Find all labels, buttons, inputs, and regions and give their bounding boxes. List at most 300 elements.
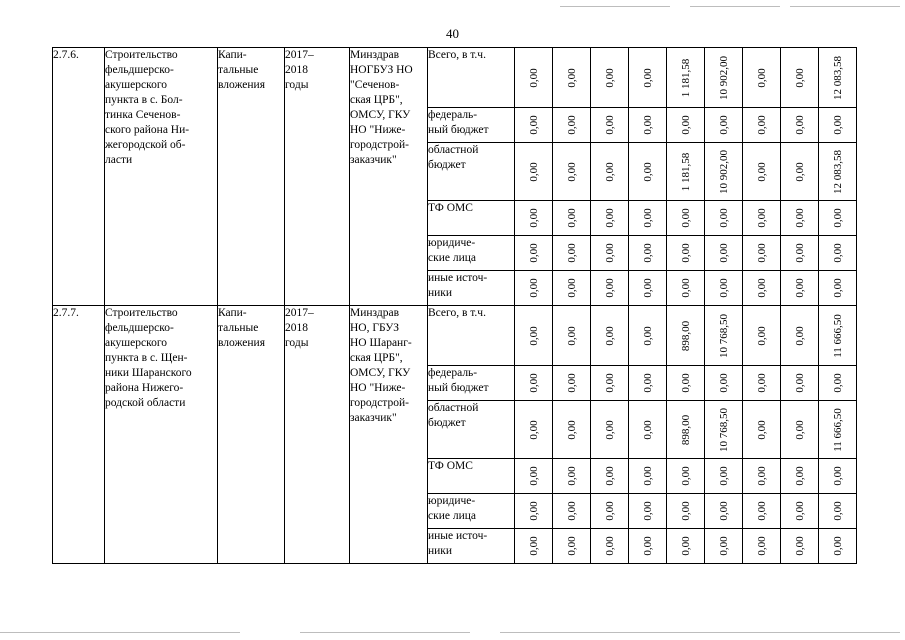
amount-value: 0,00 [603,208,616,228]
amount-value: 0,00 [717,243,730,263]
amount-value: 0,00 [831,278,844,298]
amount-value: 0,00 [527,243,540,263]
amount-cell [819,529,857,564]
item-name [105,48,218,306]
amount-cell [629,201,667,236]
amount-cell [553,494,591,529]
amount-cell [705,201,743,236]
amount-cell [591,271,629,306]
amount-value: 0,00 [603,325,616,346]
amount-value: 0,00 [603,466,616,486]
executor [350,48,428,306]
amount-cell [705,494,743,529]
amount-cell [629,271,667,306]
amount-value: 0,00 [565,115,578,135]
funding-source-label: ники [428,287,453,299]
amount-cell [705,108,743,143]
amount-value: 0,00 [717,373,730,393]
amount-cell [629,143,667,201]
funding-source [428,366,515,401]
amount-cell [553,236,591,271]
amount-value: 0,00 [755,419,768,440]
amount-cell [819,366,857,401]
funding-source [428,494,515,529]
amount-value: 0,00 [641,67,654,88]
funding-source-label: ские лица [428,252,476,264]
amount-value: 0,00 [565,536,578,556]
amount-value: 0,00 [679,278,692,298]
amount-value: 0,00 [831,536,844,556]
amount-value: 0,00 [793,278,806,298]
implementation-period-line: годы [285,79,309,91]
amount-value: 0,00 [641,243,654,263]
amount-cell [781,143,819,201]
amount-cell [781,236,819,271]
amount-value: 0,00 [755,278,768,298]
amount-cell [819,143,857,201]
amount-cell [515,271,553,306]
executor-line: НОГБУЗ НО [350,64,413,76]
amount-value: 0,00 [565,208,578,228]
amount-value: 10 768,50 [717,407,730,452]
amount-value: 0,00 [565,325,578,346]
executor [350,306,428,564]
item-name-line: ласти [105,154,133,166]
amount-value: 0,00 [793,419,806,440]
executor-line: "Сеченов- [350,79,400,91]
amount-cell [591,401,629,459]
funding-type-line: вложения [218,79,265,91]
amount-value: 10 768,50 [717,313,730,358]
amount-value: 1 181,58 [679,58,692,97]
amount-value: 0,00 [793,161,806,182]
amount-value: 0,00 [679,466,692,486]
amount-value: 12 083,58 [831,55,844,100]
amount-cell [781,494,819,529]
amount-value: 0,00 [831,466,844,486]
implementation-period [285,306,350,564]
amount-cell [553,108,591,143]
amount-cell [667,459,705,494]
page-number: 40 [446,26,459,41]
amount-value: 0,00 [793,501,806,521]
item-name-line: акушерского [105,337,168,349]
item-name [105,306,218,564]
amount-cell [515,529,553,564]
funding-source [428,48,515,108]
amount-value: 0,00 [793,373,806,393]
amount-cell [705,366,743,401]
amount-value: 0,00 [755,373,768,393]
amount-value: 0,00 [755,501,768,521]
implementation-period-line: 2017– [285,307,314,319]
amount-cell [667,236,705,271]
amount-value: 0,00 [565,243,578,263]
amount-cell [515,494,553,529]
amount-cell [705,529,743,564]
executor-line: ская ЦРБ", [350,352,403,364]
amount-value: 0,00 [603,67,616,88]
item-name-line: Строительство [105,49,178,61]
amount-cell [629,236,667,271]
amount-cell [629,494,667,529]
amount-cell [781,48,819,108]
implementation-period-line: 2018 [285,322,308,334]
amount-value: 0,00 [641,208,654,228]
amount-value: 0,00 [641,501,654,521]
amount-cell [781,108,819,143]
item-name-line: района Нижего- [105,382,184,394]
amount-value: 0,00 [831,243,844,263]
amount-cell [591,529,629,564]
executor-line: городстрой- [350,397,409,409]
amount-value: 0,00 [527,67,540,88]
amount-cell [743,48,781,108]
amount-cell [705,306,743,366]
amount-cell [553,143,591,201]
amount-cell [515,143,553,201]
amount-cell [591,201,629,236]
item-code: 2.7.7. [53,306,105,564]
executor-line: НО, ГБУЗ [350,322,399,334]
amount-value: 898,00 [679,320,692,351]
amount-value: 0,00 [793,243,806,263]
amount-value: 0,00 [641,325,654,346]
amount-value: 12 083,58 [831,149,844,194]
executor-line: НО Шаранг- [350,337,412,349]
amount-value: 0,00 [717,208,730,228]
funding-source-label: Всего, в т.ч. [428,49,486,61]
amount-cell [629,306,667,366]
amount-value: 0,00 [527,373,540,393]
amount-cell [515,48,553,108]
amount-cell [743,529,781,564]
amount-cell [819,459,857,494]
amount-value: 0,00 [755,325,768,346]
amount-cell [667,143,705,201]
amount-value: 0,00 [603,501,616,521]
implementation-period-line: 2017– [285,49,314,61]
item-name-line: ники Шаранского [105,367,192,379]
executor-line: заказчик" [350,154,397,166]
amount-cell [515,459,553,494]
table-row [53,306,857,366]
funding-source [428,306,515,366]
amount-cell [743,108,781,143]
amount-cell [515,306,553,366]
amount-cell [515,108,553,143]
amount-cell [819,48,857,108]
amount-value: 10 902,00 [717,55,730,100]
amount-cell [667,366,705,401]
implementation-period-line: годы [285,337,309,349]
amount-value: 0,00 [565,161,578,182]
amount-value: 0,00 [527,115,540,135]
amount-cell [553,48,591,108]
amount-value: 0,00 [831,501,844,521]
amount-cell [781,459,819,494]
amount-value: 0,00 [679,501,692,521]
amount-cell [629,401,667,459]
amount-cell [667,108,705,143]
amount-value: 0,00 [641,536,654,556]
item-name-line: пункта в с. Бол- [105,94,183,106]
item-name-line: фельдшерско- [105,64,174,76]
amount-value: 0,00 [831,208,844,228]
funding-source-label: федераль- [428,109,478,121]
amount-value: 0,00 [565,419,578,440]
amount-value: 0,00 [641,419,654,440]
amount-cell [591,143,629,201]
amount-cell [515,366,553,401]
amount-cell [819,236,857,271]
executor-line: ская ЦРБ", [350,94,403,106]
funding-source-label: юридиче- [428,495,476,507]
amount-value: 0,00 [717,466,730,486]
amount-value: 0,00 [755,67,768,88]
funding-source-label: иные источ- [428,272,488,284]
amount-cell [591,459,629,494]
table-row [53,48,857,108]
amount-cell [705,459,743,494]
executor-line: Минздрав [350,49,400,61]
amount-cell [667,48,705,108]
amount-value: 0,00 [603,373,616,393]
amount-value: 0,00 [527,208,540,228]
funding-source [428,459,515,494]
amount-cell [743,459,781,494]
amount-value: 0,00 [755,208,768,228]
item-name-line: жегородской об- [105,139,186,151]
amount-value: 0,00 [793,67,806,88]
amount-value: 0,00 [831,115,844,135]
amount-cell [781,201,819,236]
amount-value: 0,00 [717,115,730,135]
funding-type-line: тальные [218,322,259,334]
amount-cell [705,48,743,108]
implementation-period [285,48,350,306]
amount-value: 0,00 [565,466,578,486]
amount-value: 10 902,00 [717,149,730,194]
amount-cell [705,271,743,306]
amount-cell [629,459,667,494]
amount-cell [819,108,857,143]
amount-value: 0,00 [641,115,654,135]
amount-value: 0,00 [717,501,730,521]
amount-cell [743,201,781,236]
item-name-line: тинка Сеченов- [105,109,181,121]
amount-cell [667,529,705,564]
amount-cell [819,306,857,366]
executor-line: заказчик" [350,412,397,424]
amount-cell [743,366,781,401]
amount-value: 0,00 [527,501,540,521]
amount-value: 0,00 [603,419,616,440]
scan-artifact-line [790,6,900,7]
amount-value: 0,00 [565,501,578,521]
amount-cell [629,48,667,108]
funding-source-label: ТФ ОМС [428,460,473,472]
funding-source-label: ские лица [428,510,476,522]
amount-value: 0,00 [641,466,654,486]
amount-cell [743,271,781,306]
amount-cell [629,108,667,143]
funding-source [428,529,515,564]
amount-cell [819,201,857,236]
scan-artifact-line [500,632,900,633]
amount-value: 0,00 [527,325,540,346]
amount-cell [819,271,857,306]
amount-value: 0,00 [603,278,616,298]
amount-value: 898,00 [679,414,692,445]
amount-cell [667,494,705,529]
funding-source-label: Всего, в т.ч. [428,307,486,319]
amount-cell [629,529,667,564]
amount-value: 0,00 [793,466,806,486]
funding-type [218,48,285,306]
program-budget-table [52,47,857,564]
amount-value: 0,00 [755,243,768,263]
funding-source [428,271,515,306]
funding-source [428,236,515,271]
funding-type [218,306,285,564]
amount-cell [553,529,591,564]
item-name-line: фельдшерско- [105,322,174,334]
amount-cell [743,143,781,201]
funding-source-label: юридиче- [428,237,476,249]
amount-value: 11 666,50 [831,313,844,358]
amount-value: 0,00 [603,115,616,135]
amount-cell [591,48,629,108]
funding-source-label: ный бюджет [428,124,489,136]
amount-cell [781,401,819,459]
funding-source [428,401,515,459]
amount-cell [515,236,553,271]
amount-cell [781,306,819,366]
executor-line: Минздрав [350,307,400,319]
funding-type-line: Капи- [218,49,247,61]
funding-type-line: тальные [218,64,259,76]
amount-cell [705,401,743,459]
amount-cell [743,494,781,529]
executor-line: ОМСУ, ГКУ [350,109,411,121]
amount-value: 0,00 [755,115,768,135]
amount-value: 0,00 [793,325,806,346]
amount-cell [553,271,591,306]
amount-cell [667,271,705,306]
amount-cell [591,108,629,143]
amount-value: 11 666,50 [831,407,844,452]
amount-cell [591,494,629,529]
scan-artifact-line [300,632,470,633]
amount-value: 0,00 [793,536,806,556]
funding-source-label: ТФ ОМС [428,202,473,214]
amount-cell [553,201,591,236]
amount-cell [591,366,629,401]
funding-source [428,143,515,201]
amount-value: 0,00 [831,373,844,393]
executor-line: городстрой- [350,139,409,151]
amount-cell [705,143,743,201]
amount-value: 0,00 [679,115,692,135]
item-code: 2.7.6. [53,48,105,306]
amount-cell [743,401,781,459]
funding-source [428,201,515,236]
funding-source-label: областной [428,402,479,414]
funding-source-label: областной [428,144,479,156]
amount-cell [629,366,667,401]
amount-value: 0,00 [717,536,730,556]
amount-value: 0,00 [565,373,578,393]
amount-cell [743,236,781,271]
amount-value: 0,00 [603,161,616,182]
amount-value: 0,00 [527,419,540,440]
amount-value: 0,00 [565,278,578,298]
item-name-line: ского района Ни- [105,124,190,136]
item-name-line: родской области [105,397,186,409]
executor-line: НО "Ниже- [350,124,406,136]
funding-source-label: федераль- [428,367,478,379]
funding-source-label: ный бюджет [428,382,489,394]
funding-source-label: бюджет [428,159,466,171]
executor-line: ОМСУ, ГКУ [350,367,411,379]
amount-value: 0,00 [679,243,692,263]
amount-cell [515,201,553,236]
amount-value: 0,00 [641,278,654,298]
amount-cell [781,366,819,401]
amount-value: 0,00 [793,115,806,135]
amount-cell [667,201,705,236]
amount-value: 0,00 [755,466,768,486]
amount-cell [819,401,857,459]
amount-cell [667,401,705,459]
amount-cell [667,306,705,366]
funding-source [428,108,515,143]
amount-value: 0,00 [679,208,692,228]
amount-value: 0,00 [679,373,692,393]
amount-cell [591,236,629,271]
amount-value: 1 181,58 [679,152,692,191]
amount-cell [781,271,819,306]
scan-artifact-line [560,6,670,7]
amount-cell [781,529,819,564]
item-name-line: акушерского [105,79,168,91]
amount-value: 0,00 [755,536,768,556]
amount-value: 0,00 [641,161,654,182]
amount-value: 0,00 [717,278,730,298]
amount-cell [553,459,591,494]
amount-value: 0,00 [679,536,692,556]
funding-source-label: бюджет [428,417,466,429]
funding-source-label: иные источ- [428,530,488,542]
amount-value: 0,00 [527,161,540,182]
amount-value: 0,00 [527,536,540,556]
amount-value: 0,00 [527,278,540,298]
amount-cell [591,306,629,366]
amount-cell [553,401,591,459]
scan-artifact-line [690,6,780,7]
amount-value: 0,00 [793,208,806,228]
scan-artifact-line [0,632,240,633]
implementation-period-line: 2018 [285,64,308,76]
amount-cell [705,236,743,271]
amount-cell [553,306,591,366]
funding-type-line: Капи- [218,307,247,319]
amount-value: 0,00 [565,67,578,88]
amount-cell [553,366,591,401]
amount-cell [515,401,553,459]
amount-value: 0,00 [641,373,654,393]
